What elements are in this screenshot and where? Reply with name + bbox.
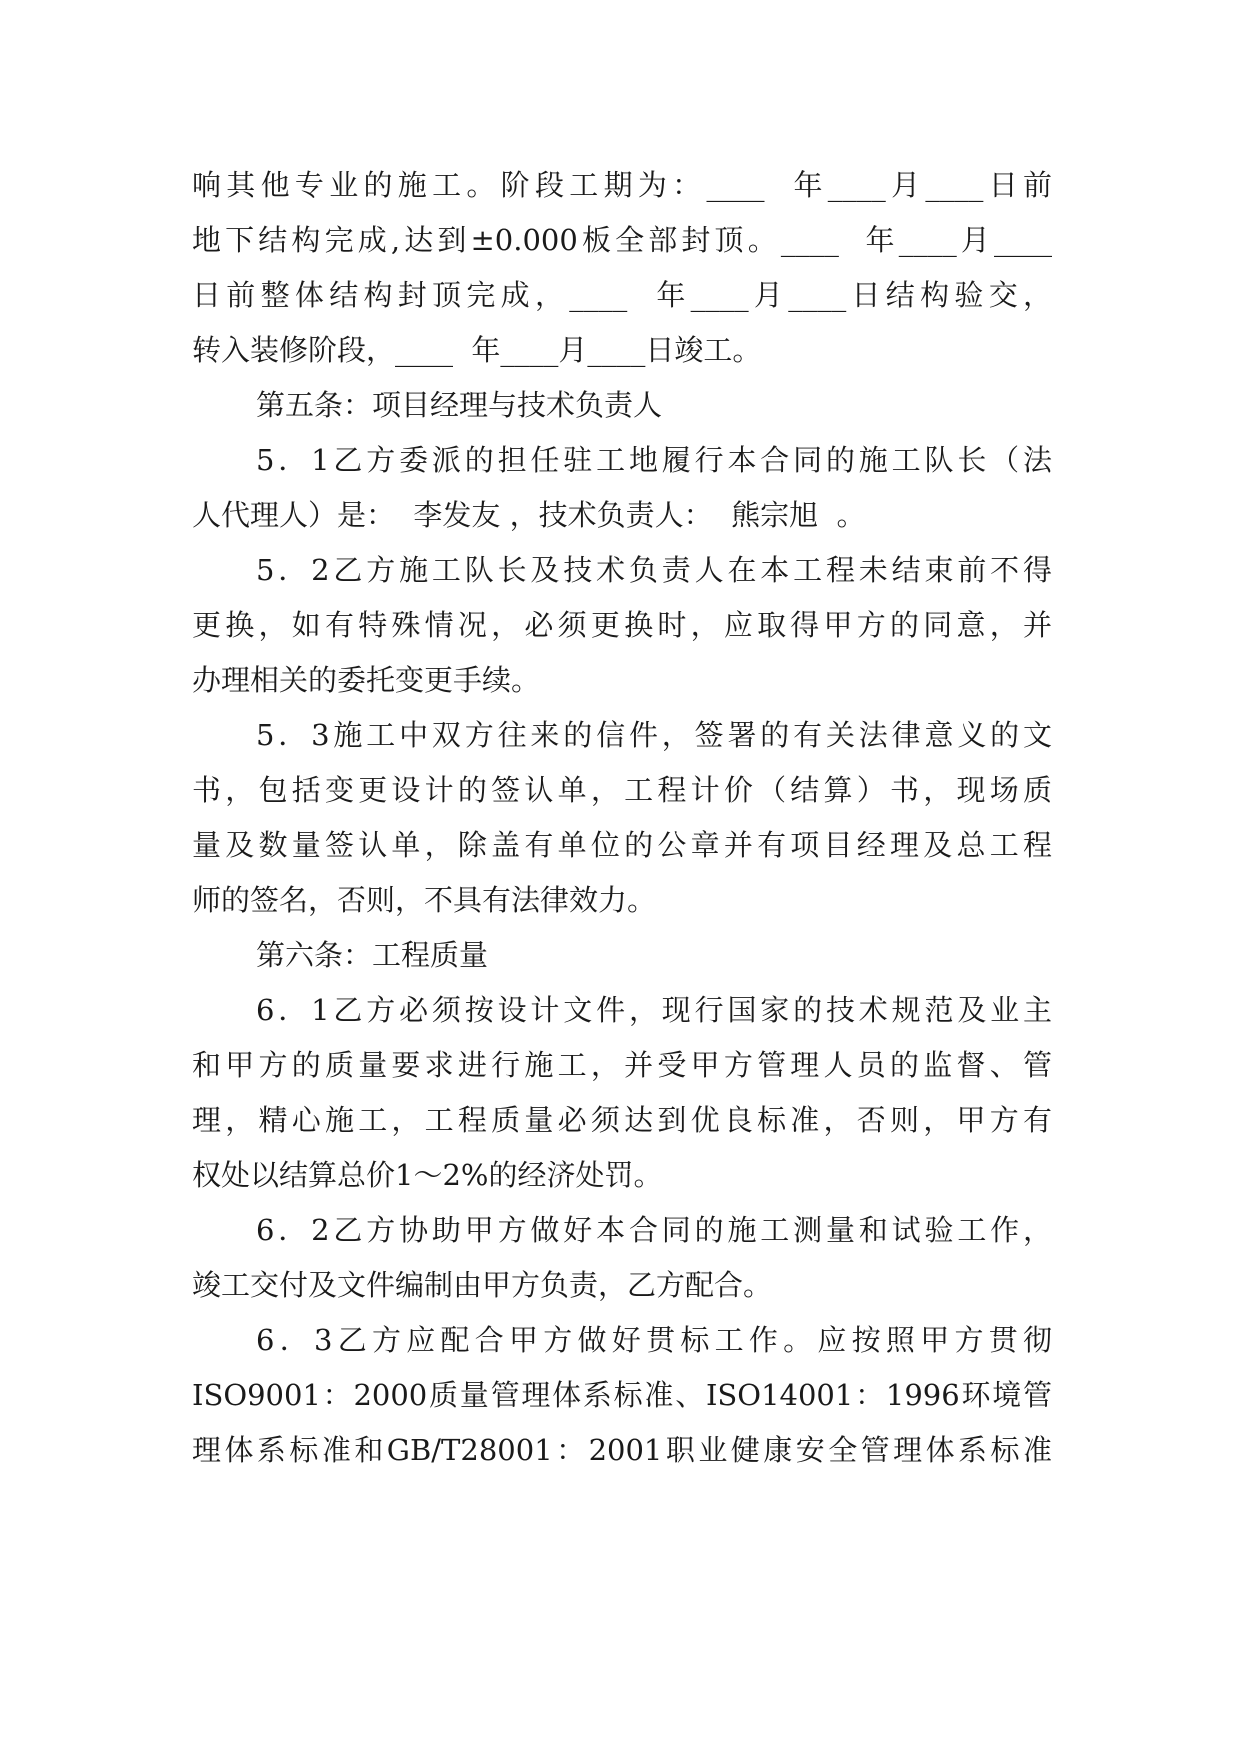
text-line: ISO9001：2000质量管理体系标准、ISO14001：1996环境管	[192, 1378, 1052, 1412]
section-heading: 第六条：工程质量	[256, 938, 489, 972]
clause-line: 5．3施工中双方往来的信件，签署的有关法律意义的文	[256, 718, 1052, 752]
clause-line: 6．3乙方应配合甲方做好贯标工作。应按照甲方贯彻	[256, 1323, 1052, 1357]
clause-line: 6．2乙方协助甲方做好本合同的施工测量和试验工作，	[256, 1213, 1052, 1247]
text-line: 竣工交付及文件编制由甲方负责，乙方配合。	[192, 1268, 773, 1302]
text-line: 书，包括变更设计的签认单，工程计价（结算）书，现场质	[192, 773, 1052, 807]
text-line: 日前整体结构封顶完成，____ 年____月____日结构验交，	[192, 278, 1052, 312]
text-line: 师的签名，否则，不具有法律效力。	[192, 883, 657, 917]
clause-line: 6．1乙方必须按设计文件，现行国家的技术规范及业主	[256, 993, 1052, 1027]
text-line: 权处以结算总价1～2%的经济处罚。	[192, 1158, 663, 1192]
clause-line: 5．2乙方施工队长及技术负责人在本工程未结束前不得	[256, 553, 1052, 587]
section-heading: 第五条：项目经理与技术负责人	[256, 388, 663, 422]
text-line: 转入装修阶段，____ 年____月____日竣工。	[192, 333, 762, 367]
text-line: 量及数量签认单，除盖有单位的公章并有项目经理及总工程	[192, 828, 1052, 862]
text-line: 地下结构完成,达到±0.000板全部封顶。____ 年____月____	[192, 223, 1052, 257]
text-line: 理体系标准和GB/T28001：2001职业健康安全管理体系标准	[192, 1433, 1052, 1467]
text-line: 和甲方的质量要求进行施工，并受甲方管理人员的监督、管	[192, 1048, 1052, 1082]
text-line: 更换，如有特殊情况，必须更换时，应取得甲方的同意，并	[192, 608, 1052, 642]
text-line: 理，精心施工，工程质量必须达到优良标准，否则，甲方有	[192, 1103, 1052, 1137]
text-line: 人代理人）是： 李发友 ，技术负责人： 熊宗旭 。	[192, 498, 866, 532]
text-line: 办理相关的委托变更手续。	[192, 663, 541, 697]
clause-line: 5．1乙方委派的担任驻工地履行本合同的施工队长（法	[256, 443, 1052, 477]
text-line: 响其他专业的施工。阶段工期为：____ 年____月____日前	[192, 168, 1052, 202]
